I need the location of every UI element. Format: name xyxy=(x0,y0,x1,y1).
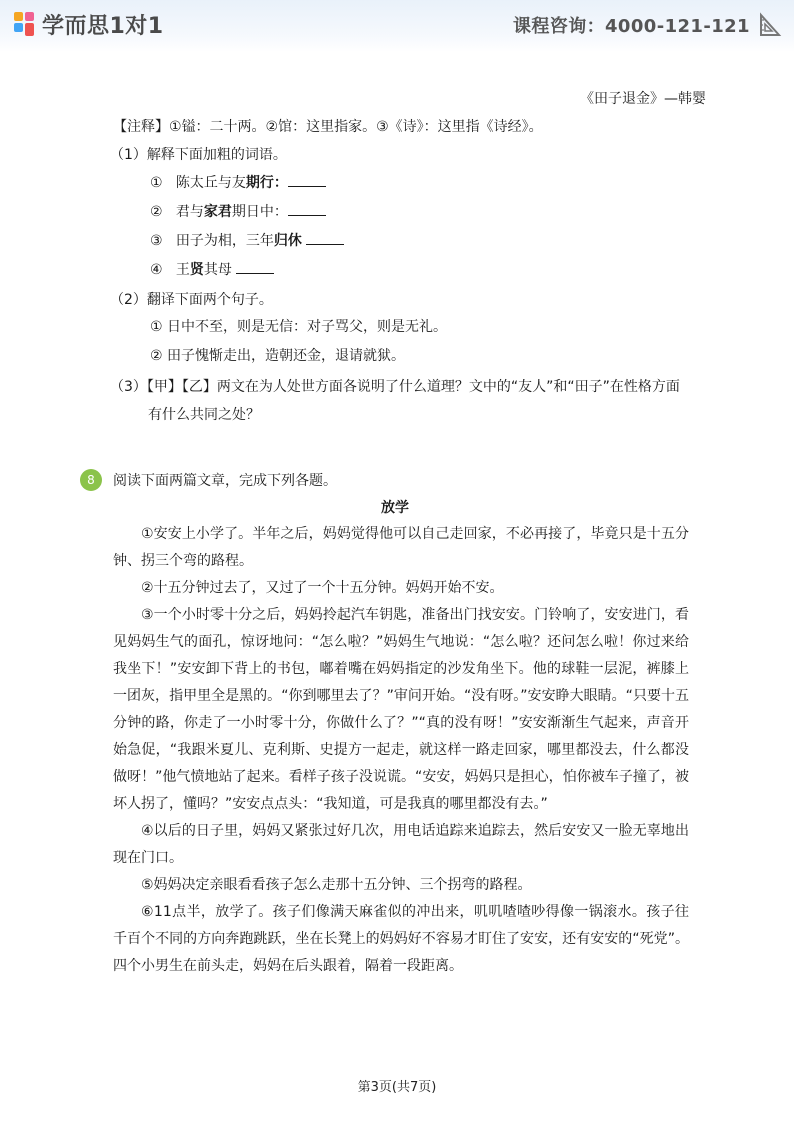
article-title: 放学 xyxy=(381,500,409,516)
question-2-label: （2）翻译下面两个句子。 xyxy=(110,292,273,308)
answer-blank[interactable] xyxy=(306,230,344,245)
article-paragraph-6: ⑥11点半，放学了。孩子们像满天麻雀似的冲出来，叽叽喳喳吵得像一锅滚水。孩子往千百个不同的方向奔跑跳跃，坐在长凳上的妈妈好不容易才盯住了安安，还有安安的“死党”。四个小男生在前头走，妈妈在后头跟着，隔着一段距离。 xyxy=(113,904,689,974)
question-1-label: （1）解释下面加粗的词语。 xyxy=(110,147,287,163)
question-3-line-2: 有什么共同之处？ xyxy=(148,407,260,423)
article-paragraph-3: ③一个小时零十分之后，妈妈拎起汽车钥匙，准备出门找安安。门铃响了，安安进门，看见妈妈生气的面孔，惊讶地问：“怎么啦？”妈妈生气地说：“怎么啦？还问怎么啦！你过来给我坐下！”安安卸下背上的书包，嘟着嘴在妈妈指定的沙发角坐下。他的球鞋一层泥，裤膝上一团灰，指甲里全是黑的。“你到哪里去了？”审问开始。“没有呀。”安安睁大眼睛。“只要十五分钟的路，你走了一小时零十分，你做什么了？”“真的没有呀！”安安渐渐生气起来，声音开始急促，“我跟米夏儿、克利斯、史提方一起走，就这样一路走回家，哪里都没去，什么都没做呀！”他气愤地站了起来。看样子孩子没说谎。“安安，妈妈只是担心，怕你被车子撞了，被坏人拐了，懂吗？”安安点点头：“我知道，可是我真的哪里都没有去。” xyxy=(113,607,689,812)
vocab-item-2: ② 君与家君期日中： xyxy=(150,201,326,222)
vocab-item-1: ① 陈太丘与友期行： xyxy=(150,172,326,193)
answer-blank[interactable] xyxy=(288,201,326,216)
page-header xyxy=(0,0,794,52)
question-3-line-1: （3）【甲】【乙】两文在为人处世方面各说明了什么道理？文中的“友人”和“田子”在性格方面 xyxy=(110,379,680,395)
logo-text: 学而思1对1 xyxy=(42,13,164,39)
source-citation: 《田子退金》—韩婴 xyxy=(580,91,706,107)
article-paragraph-1: ①安安上小学了。半年之后，妈妈觉得他可以自己走回家，不必再接了，毕竟只是十五分钟、拐三个弯的路程。 xyxy=(113,526,689,569)
page-number: 第3页(共7页) xyxy=(357,1080,437,1095)
ruler-triangle-icon xyxy=(758,12,782,38)
question-number-badge: 8 xyxy=(80,469,102,491)
article-paragraph-2: ②十五分钟过去了，又过了一个十五分钟。妈妈开始不安。 xyxy=(141,580,504,596)
logo-icon xyxy=(14,10,36,38)
hotline-text: 课程咨询：4000-121-121 xyxy=(513,16,750,37)
article-paragraph-4: ④以后的日子里，妈妈又紧张过好几次，用电话追踪来追踪去，然后安安又一脸无辜地出现在门口。 xyxy=(113,823,689,866)
vocab-item-4: ④ 王贤其母 xyxy=(150,259,274,280)
vocab-item-3: ③ 田子为相，三年归休 xyxy=(150,230,344,251)
annotation-note: 【注释】①镒：二十两。②馆：这里指家。③《诗》：这里指《诗经》。 xyxy=(113,119,543,135)
answer-blank[interactable] xyxy=(288,172,326,187)
article-paragraph-5: ⑤妈妈决定亲眼看看孩子怎么走那十五分钟、三个拐弯的路程。 xyxy=(141,877,532,893)
answer-blank[interactable] xyxy=(236,259,274,274)
logo xyxy=(14,6,164,42)
translate-sentence-1: ① 日中不至，则是无信：对子骂父，则是无礼。 xyxy=(150,319,447,335)
translate-sentence-2: ② 田子愧惭走出，造朝还金，退请就狱。 xyxy=(150,348,405,364)
question-8-instruction: 阅读下面两篇文章，完成下列各题。 xyxy=(113,473,337,489)
